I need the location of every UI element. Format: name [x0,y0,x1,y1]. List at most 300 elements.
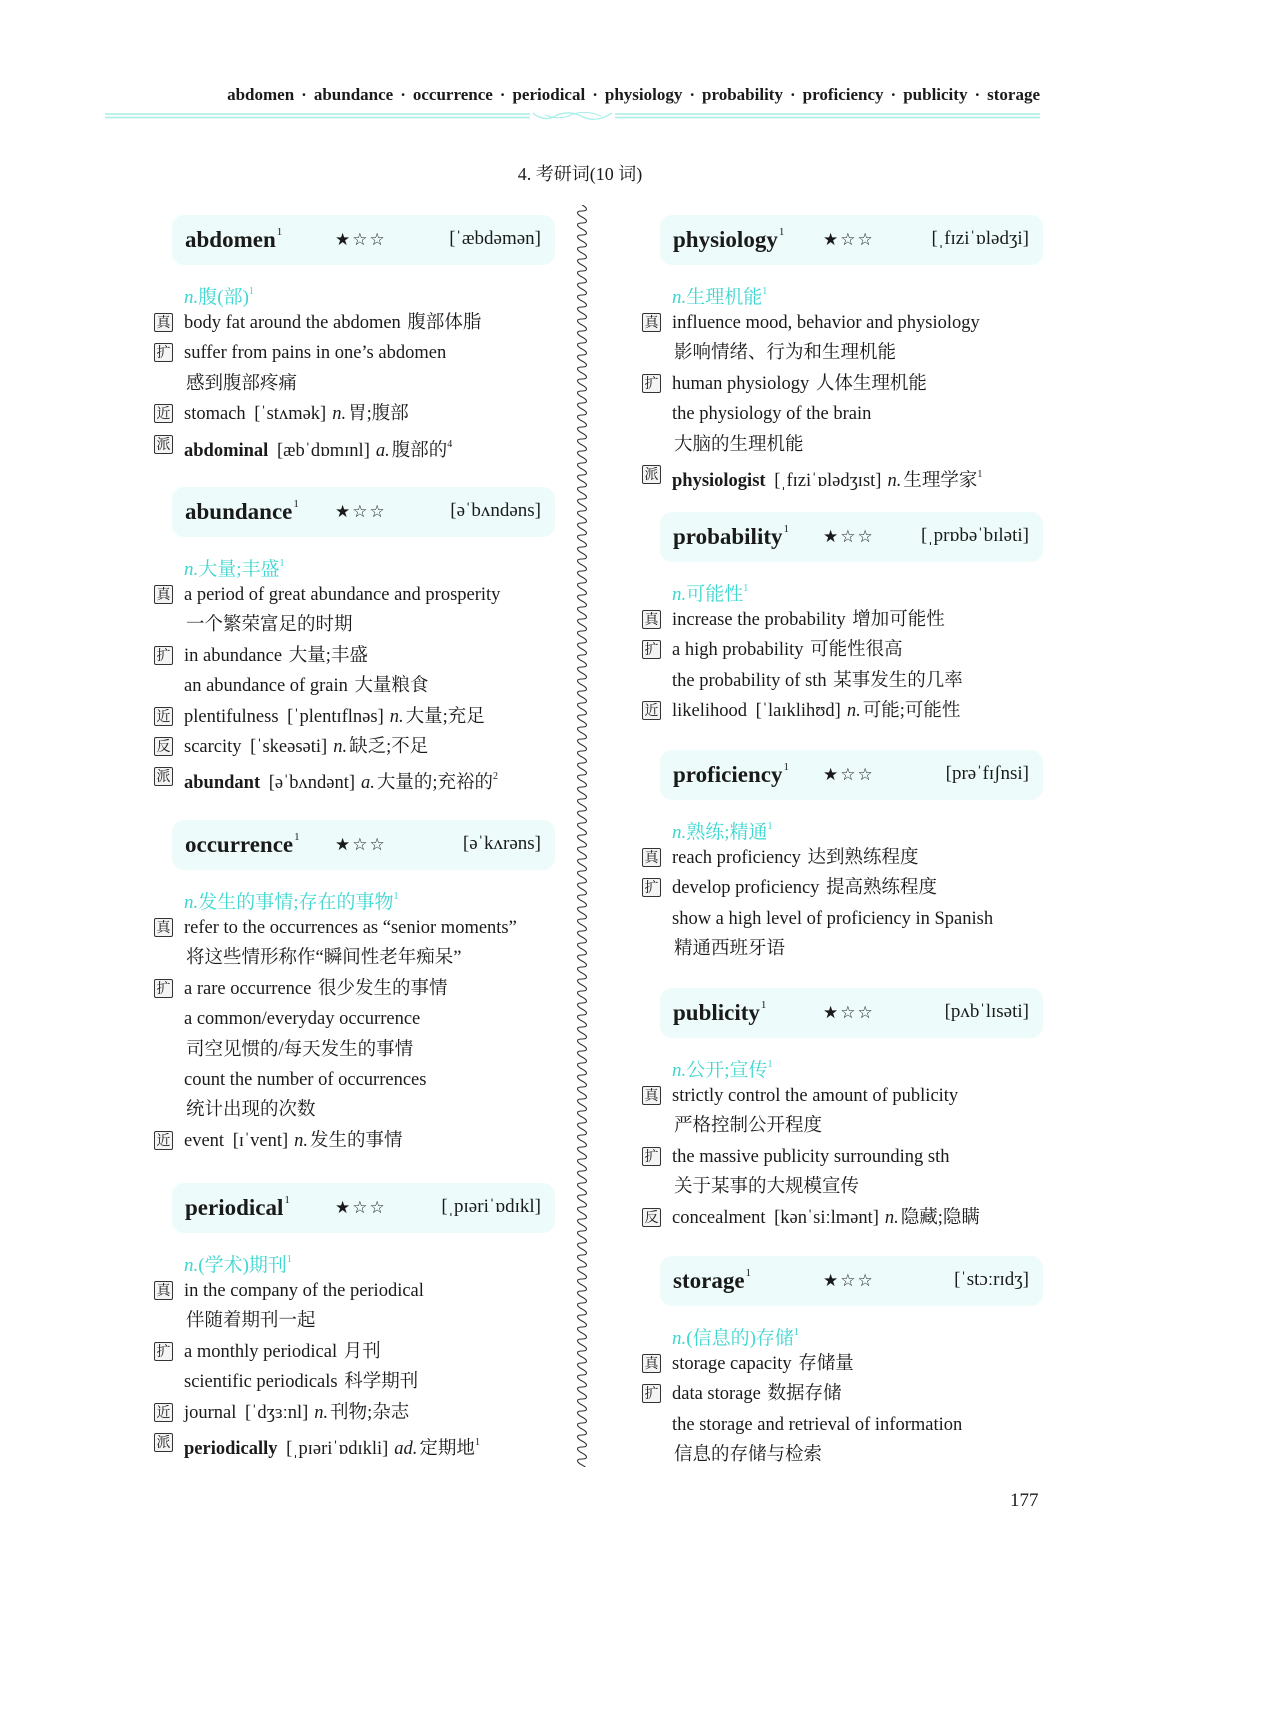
star-empty-icon: ☆ [840,1003,858,1022]
phonetic: [ˈplentɪflnəs] [287,706,384,727]
tag-antonym-icon: 反 [642,1208,661,1227]
english-text: influence mood, behavior and physiology [672,313,980,333]
phonetic: [ˈdʒɜːnl] [245,1402,309,1423]
headword-text: probability [673,524,783,549]
frequency-sup: 1 [284,1194,290,1206]
meaning-text: 熟练;精通 [686,822,768,843]
english-text: human physiology [672,373,810,394]
example-line [152,1428,572,1458]
part-of-speech: a. [361,773,375,794]
star-filled-icon: ★ [335,835,353,854]
star-empty-icon: ☆ [369,502,387,521]
example-line [640,1440,1060,1470]
english-text: an abundance of grain [184,676,348,697]
english-text: strictly control the amount of publicity [672,1086,959,1106]
star-rating [335,502,387,522]
example-line [640,399,1060,429]
tag-real-exam-icon: 真 [154,585,173,604]
headword-box [172,1183,555,1233]
page-number: 177 [1010,1490,1039,1511]
frequency-sup: 2 [493,771,499,783]
english-text: reach proficiency [672,848,801,868]
tag-extension-icon: 扩 [154,646,173,665]
english-text: in abundance [184,645,283,666]
phonetic: [ˈstɔːrɪdʒ] [954,1269,1029,1290]
header-word: publicity [903,85,968,104]
headword [673,226,784,253]
meaning-sup: 1 [767,821,773,832]
example-line [152,1367,572,1397]
meaning-sup: 1 [762,286,768,297]
example-lines [640,308,1060,490]
header-word: physiology [604,85,683,104]
header-word: probability [702,85,783,104]
english-text: stomach [184,404,246,425]
phonetic: [ˈlaɪklihʊd] [755,701,841,722]
part-of-speech: n. [184,1255,199,1276]
frequency-sup: 4 [447,438,453,450]
example-line [640,873,1060,903]
star-rating [823,230,875,250]
frequency-sup: 1 [745,1267,752,1279]
frequency-sup: 1 [760,999,767,1011]
star-empty-icon: ☆ [369,230,387,249]
example-line [640,369,1060,399]
star-empty-icon: ☆ [352,230,370,249]
example-line [640,338,1060,368]
example-line [152,762,572,792]
tag-synonym-icon: 近 [154,707,173,726]
header-separator: · [689,85,696,104]
example-line [152,943,572,973]
star-empty-icon: ☆ [352,835,370,854]
frequency-sup: 1 [294,831,300,843]
chinese-text: 提高熟练程度 [826,878,938,899]
phonetic: [kənˈsiːlmənt] [774,1207,879,1228]
header-separator: · [890,85,897,104]
example-line [640,843,1060,873]
example-lines [152,580,572,793]
headword-text: proficiency [673,762,783,787]
phonetic: [ˌpɪəriˈɒdɪkl] [441,1196,541,1217]
header-word: abdomen [227,85,295,104]
headword [185,226,282,253]
example-line [640,635,1060,665]
example-line [152,1398,572,1428]
headword [185,1194,290,1221]
example-line [640,1081,1060,1111]
example-line [640,1410,1060,1440]
tag-extension-icon: 扩 [642,1147,661,1166]
header-word: abundance [313,85,394,104]
english-text: a high probability [672,640,804,661]
chinese-text: 数据存储 [767,1384,842,1405]
headword-text: abundance [185,499,293,524]
chinese-text: 一个繁荣富足的时期 [186,615,353,636]
frequency-sup: 1 [293,498,299,510]
chinese-text: 月刊 [343,1341,381,1362]
headword [673,1267,751,1294]
chinese-text: 大量粮食 [354,676,429,697]
english-text: increase the probability [672,610,846,630]
tag-real-exam-icon: 真 [154,918,173,937]
headword-box [660,750,1043,800]
part-of-speech: n. [184,287,199,308]
part-of-speech: n. [332,404,347,425]
header-separator: · [301,85,307,104]
chinese-text: 腹部体脂 [407,313,482,333]
example-line [152,369,572,399]
star-filled-icon: ★ [823,230,841,249]
english-text: refer to the occurrences as “senior moments” [184,918,517,938]
phonetic: [ˈstʌmək] [254,404,327,425]
star-rating [823,765,875,785]
chinese-text: 增加可能性 [852,610,945,630]
english-text: show a high level of proficiency in Spanish [672,908,994,929]
tag-synonym-icon: 近 [642,701,661,720]
chinese-text: 生理学家 [903,470,978,491]
example-line [640,605,1060,635]
phonetic: [prəˈfɪʃnsi] [945,763,1029,784]
star-empty-icon: ☆ [857,527,875,546]
example-lines [152,308,572,460]
chinese-text: 科学期刊 [344,1372,419,1393]
english-text: the physiology of the brain [672,404,872,425]
running-header [227,85,1040,105]
example-line [152,732,572,762]
tag-real-exam-icon: 真 [154,313,173,332]
star-rating [335,1198,387,1218]
chinese-text: 伴随着期刊一起 [186,1311,316,1332]
headword-text: periodical [185,1195,284,1220]
headword-box [660,988,1043,1038]
part-of-speech: n. [672,584,687,605]
chinese-text: 大量;充足 [405,706,485,727]
example-line [152,671,572,701]
meaning-sup: 1 [743,583,749,594]
tag-real-exam-icon: 真 [642,848,661,867]
example-line [152,1004,572,1034]
headword [185,831,300,858]
star-empty-icon: ☆ [857,1003,875,1022]
header-separator: · [974,85,981,104]
part-of-speech: n. [672,822,687,843]
header-separator: · [499,85,506,104]
headword-box [660,1256,1043,1306]
tag-extension-icon: 扩 [154,979,173,998]
tag-derivative-icon: 派 [154,1433,173,1452]
tag-derivative-icon: 派 [154,767,173,786]
example-line [152,338,572,368]
header-word: periodical [512,85,586,104]
star-filled-icon: ★ [335,230,353,249]
english-text: journal [184,1402,237,1423]
example-lines [640,1081,1060,1233]
english-text: the probability of sth [672,670,827,691]
star-empty-icon: ☆ [352,502,370,521]
chinese-text: 胃;腹部 [348,404,409,425]
example-line [640,1203,1060,1233]
headword-text: publicity [673,1000,760,1025]
chinese-text: 存储量 [798,1354,854,1374]
tag-extension-icon: 扩 [642,1384,661,1403]
english-text: a period of great abundance and prosperity [184,585,501,605]
example-line [152,641,572,671]
star-empty-icon: ☆ [857,765,875,784]
derived-word: periodically [184,1438,278,1459]
english-text: in the company of the periodical [184,1281,424,1301]
part-of-speech: n. [846,701,861,722]
chinese-text: 大脑的生理机能 [674,434,804,455]
part-of-speech: n. [884,1207,899,1228]
phonetic: [ˈæbdəmən] [449,228,541,249]
star-empty-icon: ☆ [857,230,875,249]
chinese-text: 达到熟练程度 [807,848,919,868]
example-line [640,696,1060,726]
tag-extension-icon: 扩 [154,1342,173,1361]
example-line [152,913,572,943]
headword-text: physiology [673,227,778,252]
english-text: event [184,1130,225,1151]
phonetic: [ˌfɪziˈɒlədʒi] [931,228,1029,249]
part-of-speech: n. [887,470,902,491]
phonetic: [ˌpɪəriˈɒdɪkli] [286,1438,389,1459]
star-filled-icon: ★ [823,765,841,784]
headword-box [172,820,555,870]
chinese-text: 隐藏;隐瞒 [900,1207,980,1228]
derived-word: physiologist [672,470,766,491]
derived-word: abundant [184,773,261,794]
star-empty-icon: ☆ [840,527,858,546]
tag-real-exam-icon: 真 [642,1086,661,1105]
headword-box [660,215,1043,265]
tag-real-exam-icon: 真 [642,313,661,332]
example-line [152,1065,572,1095]
part-of-speech: n. [389,706,404,727]
star-empty-icon: ☆ [369,1198,387,1217]
meaning-sup: 1 [279,558,285,569]
chinese-text: 司空见惯的/每天发生的事情 [186,1039,414,1060]
star-filled-icon: ★ [335,1198,353,1217]
tag-extension-icon: 扩 [642,640,661,659]
chinese-text: 大量的;充裕的 [376,773,494,794]
phonetic: [æbˈdɒmɪnl] [276,440,370,461]
tag-extension-icon: 扩 [642,878,661,897]
header-separator: · [789,85,796,104]
chinese-text: 某事发生的几率 [833,670,963,691]
meaning-text: 大量;丰盛 [198,559,280,580]
star-empty-icon: ☆ [840,230,858,249]
meaning-text: 生理机能 [686,287,763,308]
example-line [152,430,572,460]
example-line [640,1142,1060,1172]
headword-text: abdomen [185,227,276,252]
example-line [152,974,572,1004]
example-line [640,430,1060,460]
english-text: count the number of occurrences [184,1069,427,1090]
derived-word: abdominal [184,440,269,461]
phonetic: [ˌfɪziˈɒlədʒɪst] [774,470,882,491]
headword [185,498,299,525]
chinese-text: 很少发生的事情 [317,978,448,999]
english-text: scarcity [184,736,242,757]
tag-antonym-icon: 反 [154,737,173,756]
example-line [152,399,572,429]
meaning-text: (学术)期刊 [198,1255,287,1276]
star-empty-icon: ☆ [840,765,858,784]
english-text: concealment [672,1207,766,1228]
frequency-sup: 1 [977,468,983,480]
english-text: plentifulness [184,706,279,727]
headword-text: occurrence [185,832,294,857]
phonetic: [pʌbˈlɪsəti] [944,1001,1029,1022]
tag-extension-icon: 扩 [642,374,661,393]
phonetic: [əˈbʌndənt] [268,773,356,794]
english-text: data storage [672,1384,761,1405]
tag-real-exam-icon: 真 [642,1354,661,1373]
chinese-text: 将这些情形称作“瞬间性老年痴呆” [186,948,462,969]
phonetic: [əˈkʌrəns] [462,833,541,854]
star-rating [823,1003,875,1023]
chinese-text: 大量;丰盛 [288,645,368,666]
chinese-text: 刊物;杂志 [330,1402,410,1423]
meaning-sup: 1 [393,891,399,902]
tag-synonym-icon: 近 [154,1131,173,1150]
english-text: the storage and retrieval of information [672,1414,963,1435]
example-line [640,1111,1060,1141]
example-line [640,934,1060,964]
english-text: scientific periodicals [184,1372,338,1393]
english-text: a common/everyday occurrence [184,1009,421,1030]
headword [673,999,766,1026]
english-text: develop proficiency [672,878,820,899]
example-line [640,666,1060,696]
phonetic: [ˈskeəsəti] [250,736,328,757]
star-filled-icon: ★ [823,1003,841,1022]
meaning-text: 可能性 [686,584,744,605]
meaning-sup: 1 [767,1059,773,1070]
chinese-text: 人体生理机能 [815,373,927,394]
english-text: body fat around the abdomen [184,313,401,333]
chinese-text: 关于某事的大规模宣传 [674,1177,860,1198]
example-line [152,1126,572,1156]
part-of-speech: n. [184,559,199,580]
part-of-speech: n. [672,287,687,308]
headword-text: storage [673,1268,745,1293]
part-of-speech: n. [294,1130,309,1151]
example-line [640,1172,1060,1202]
english-text: a rare occurrence [184,978,312,999]
header-separator: · [400,85,406,104]
meaning-text: 腹(部) [198,287,249,308]
section-title: 4. 考研词(10 词) [517,164,643,184]
tag-extension-icon: 扩 [154,343,173,362]
phonetic: [ˌprɒbəˈbɪləti] [920,525,1029,546]
chinese-text: 感到腹部疼痛 [186,373,298,394]
headword [673,761,789,788]
example-line [640,904,1060,934]
english-text: the massive publicity surrounding sth [672,1146,950,1167]
chinese-text: 可能;可能性 [862,701,961,722]
chinese-text: 腹部的 [391,440,448,461]
example-line [152,1095,572,1125]
star-rating [335,230,387,250]
star-rating [823,1271,875,1291]
star-empty-icon: ☆ [352,1198,370,1217]
example-line [152,1306,572,1336]
chinese-text: 统计出现的次数 [186,1100,316,1121]
star-filled-icon: ★ [335,502,353,521]
chinese-text: 缺乏;不足 [349,736,429,757]
example-line [152,702,572,732]
phonetic: [ɪˈvent] [232,1130,289,1151]
frequency-sup: 1 [783,523,789,535]
header-word: storage [987,85,1040,104]
meaning-sup: 1 [286,1254,292,1265]
part-of-speech: n. [184,892,199,913]
part-of-speech: n. [314,1402,329,1423]
part-of-speech: n. [333,736,348,757]
example-line [152,308,572,338]
chinese-text: 信息的存储与检索 [674,1445,823,1466]
headword-box [172,487,555,537]
chinese-text: 严格控制公开程度 [674,1116,823,1137]
example-lines [152,913,572,1156]
part-of-speech: a. [375,440,390,461]
example-line [152,1035,572,1065]
chinese-text: 影响情绪、行为和生理机能 [674,343,897,364]
english-text: a monthly periodical [184,1341,338,1362]
example-line [640,460,1060,490]
frequency-sup: 1 [474,1436,480,1448]
example-lines [640,843,1060,965]
meaning-text: 发生的事情;存在的事物 [198,892,394,913]
headword-box [660,512,1043,562]
example-line [640,1379,1060,1409]
star-empty-icon: ☆ [840,1271,858,1290]
frequency-sup: 1 [276,226,283,238]
chinese-text: 发生的事情 [310,1130,403,1151]
frequency-sup: 1 [778,226,785,238]
tag-real-exam-icon: 真 [154,1281,173,1300]
headword [673,523,789,550]
star-filled-icon: ★ [823,1271,841,1290]
example-lines [640,1349,1060,1471]
example-line [152,1276,572,1306]
example-line [152,610,572,640]
meaning-text: (信息的)存储 [686,1328,794,1349]
header-word: proficiency [802,85,884,104]
wavy-column-divider [574,205,590,1467]
example-line [640,1349,1060,1379]
example-line [152,1337,572,1367]
tag-real-exam-icon: 真 [642,610,661,629]
english-text: likelihood [672,701,748,722]
tag-synonym-icon: 近 [154,404,173,423]
meaning-text: 公开;宣传 [686,1060,768,1081]
star-empty-icon: ☆ [369,835,387,854]
english-text: suffer from pains in one’s abdomen [184,343,447,364]
headword-box [172,215,555,265]
star-empty-icon: ☆ [857,1271,875,1290]
part-of-speech: n. [672,1060,687,1081]
example-lines [640,605,1060,727]
part-of-speech: ad. [394,1438,418,1459]
chinese-text: 精通西班牙语 [674,939,786,960]
star-rating [335,835,387,855]
meaning-sup: 1 [793,1327,799,1338]
tag-synonym-icon: 近 [154,1403,173,1422]
